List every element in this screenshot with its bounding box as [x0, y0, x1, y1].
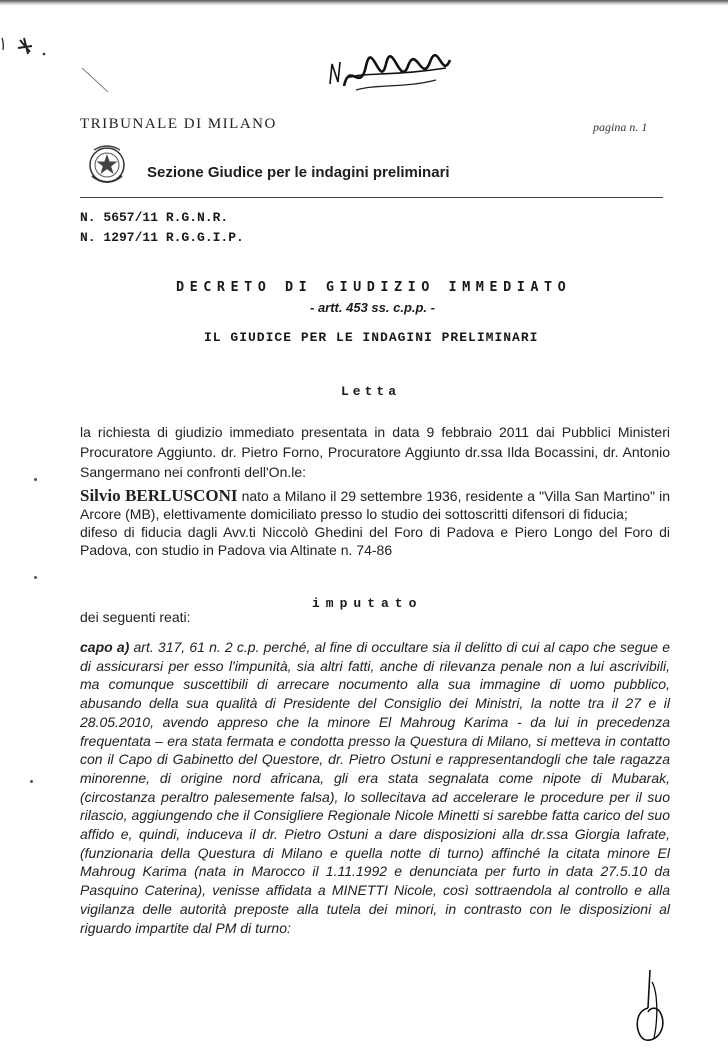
request-paragraph: la richiesta di giudizio immediato presentata in data 9 febbraio 2011 dai Pubblici Ministeri Procuratore Aggiunto. dr. Pietro Forno, Procuratore Aggiunto dr.ssa Ilda Bocassini, dr. Antonio Sangermano nei confronti dell'On.le:: [80, 424, 670, 480]
italian-emblem-icon: [86, 142, 128, 188]
section-heading: Sezione Giudice per le indagini preliminari: [147, 164, 450, 181]
case-numbers: [80, 208, 244, 248]
defendant-name: Silvio BERLUSCONI: [80, 486, 238, 505]
decree-title: DECRETO DI GIUDIZIO IMMEDIATO: [176, 279, 572, 295]
defense-lawyers: difeso di fiducia dagli Avv.ti Niccolò Ghedini del Foro di Padova e Piero Longo del Foro di Padova, con studio in Padova via Altinate n. 74-86: [80, 524, 670, 558]
imputato-heading: imputato: [312, 596, 423, 611]
handwritten-initial: [628, 968, 674, 1044]
scan-edge: [0, 0, 728, 6]
charges-intro: dei seguenti reati:: [80, 609, 191, 625]
charge-label: capo a): [80, 639, 130, 655]
court-name: TRIBUNALE DI MILANO: [80, 116, 277, 132]
charge-a: [80, 638, 670, 937]
articles-reference: - artt. 453 ss. c.p.p. -: [310, 300, 435, 315]
scan-dot: [30, 780, 33, 783]
signature-mark: [326, 54, 454, 100]
page-number: pagina n. 1: [593, 120, 648, 134]
charge-text: art. 317, 61 n. 2 c.p. perché, al fine di occultare sia il delitto di cui al capo che segue e di assicurarsi per esso l'impunità, sia altri fatti, anche di rilevanza penale non a lui ascrivibili, ma comunque suscettibili di arrecare nocumento alla sua immagine di uomo pubblico, abusando della sua qualità di Presidente del Consiglio dei Ministri, la notte tra il 27 e il 28.05.2010, avendo appreso che la minore El Mahroug Karima - da lui in precedenza frequentata – era stata fermata e condotta presso la Questura di Milano, si metteva in contatto con il Capo di Gabinetto del Questore, dr. Pietro Ostuni e rappresentandogli che tale ragazza minorenne, di origine nord africana, gli era stata segnalata come nipote di Mubarak, (circostanza peraltro palesemente falsa), lo sollecitava ad accelerare le procedure per il suo rilascio, aggiungendo che il Consigliere Regionale Nicole Minetti si sarebbe fatta carico del suo affido e, quindi, induceva il dr. Pietro Ostuni a dare disposizioni alla dr.ssa Giorgia Iafrate, (funzionaria della Questura di Milano e quella notte di turno) affinché la citata minore El Mahroug Karima (nata in Marocco il 1.11.1992 e denunciata per furto in data 27.5.10 da Pasquino Caterina), venisse affidata a MINETTI Nicole, così sottraendola al controllo e alla vigilanza delle autorità preposte alla tutela dei minori, in contrasto con le disposizioni al riguardo impartite dal PM di turno:: [80, 639, 671, 936]
scan-marks: [0, 30, 110, 100]
case-number-rgnr: N. 5657/11 R.G.N.R.: [80, 210, 229, 225]
defendant-paragraph: [80, 487, 670, 559]
case-number-rggip: N. 1297/11 R.G.G.I.P.: [80, 230, 244, 245]
scan-dot: [34, 478, 37, 481]
header-divider: [80, 197, 663, 198]
defendant-details: nato a Milano il 29 settembre 1936, residente a "Villa San Martino" in Arcore (MB), elettivamente domiciliato presso lo studio dei sottoscritti difensori di fiducia;: [80, 488, 671, 522]
judge-heading: IL GIUDICE PER LE INDAGINI PRELIMINARI: [204, 330, 539, 345]
scan-dot: [34, 576, 37, 579]
letta-heading: Letta: [341, 384, 401, 399]
